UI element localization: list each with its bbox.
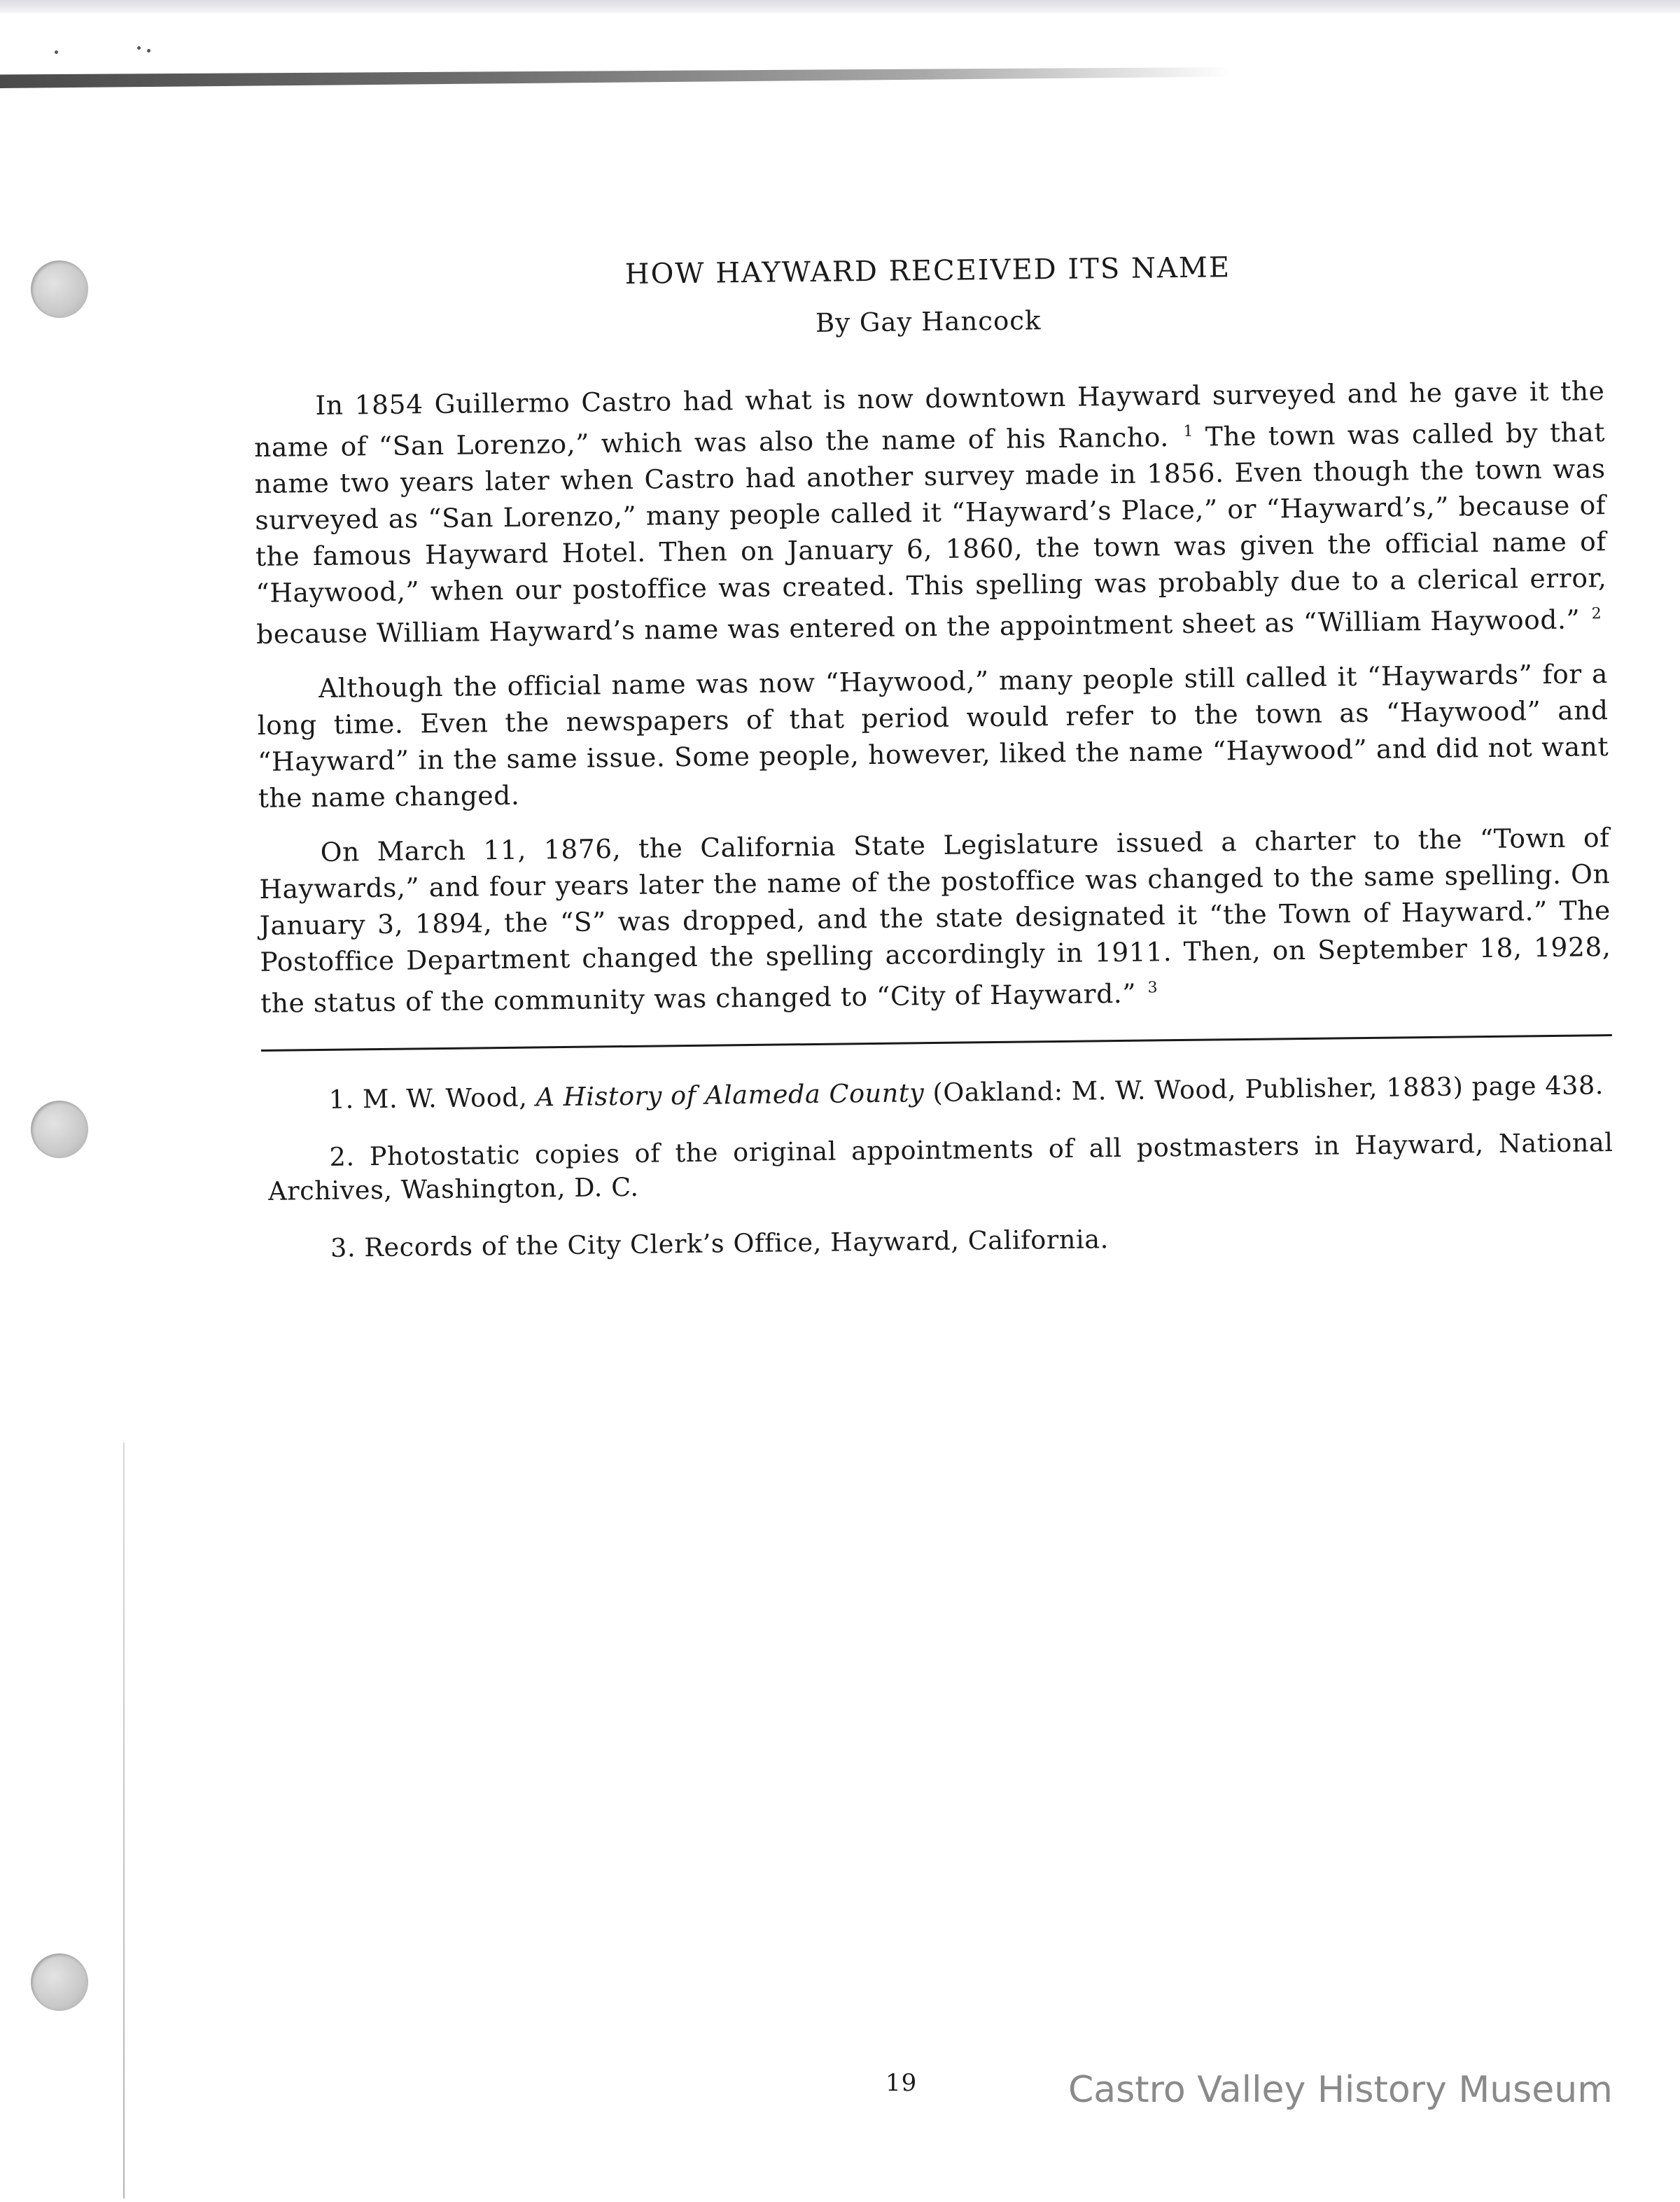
punch-hole-bottom — [31, 1953, 88, 2011]
paragraph-3 — [258, 819, 1611, 1022]
punch-hole-top — [31, 260, 88, 318]
footnote-divider — [261, 1034, 1612, 1052]
paragraph-3-text: On March 11, 1876, the California State Legislature issued a charter to the “Town of Haywards,” and four years later the name of the postoffice was changed to the same spelling. On January 3, 1894, the “S” was dropped, and the state designated it “the Town of Hayward.” The Postoffice Department changed the spelling accordingly in 1911. Then, on September 18, 1928, the status of the community was changed to “City of Hayward.” — [259, 822, 1611, 1019]
document-byline: By Gay Hancock — [815, 305, 1042, 338]
paragraph-2 — [257, 655, 1609, 816]
footnote-ref-3: 3 — [1147, 979, 1158, 997]
footnote-1-author: 1. M. W. Wood, — [328, 1082, 528, 1115]
paragraph-2-text: Although the official name was now “Haywood,” many people still called it “Haywards” for a long time. Even the newspapers of that period would refer to the town as “Haywood” and “Hayward” in the same issue. Some people, however, liked the name “Haywood” and did not want the name changed. — [257, 658, 1609, 814]
punch-hole-middle — [31, 1101, 88, 1158]
scan-left-edge — [123, 1442, 125, 2198]
document-title: HOW HAYWARD RECEIVED ITS NAME — [624, 251, 1231, 291]
document-body — [253, 372, 1611, 1022]
museum-watermark: Castro Valley History Museum — [1068, 2069, 1613, 2111]
footnote-ref-1: 1 — [1183, 422, 1194, 440]
footnote-2: 2. Photostatic copies of the original appointments of all postmasters in Hayward, National Archives, Washington, D. C. — [267, 1127, 1614, 1206]
scan-speck — [137, 46, 141, 50]
footnotes — [261, 1068, 1614, 1266]
page-number: 19 — [886, 2069, 918, 2097]
scan-speck — [55, 50, 58, 54]
scan-streak — [0, 67, 1232, 88]
scan-speck — [147, 49, 150, 53]
paragraph-1 — [253, 372, 1607, 653]
document-page — [252, 237, 1615, 1290]
footnote-1-publication: (Oakland: M. W. Wood, Publisher, 1883) page 438. — [932, 1070, 1604, 1108]
paragraph-1-text: In 1854 Guillermo Castro had what is now downtown Hayward surveyed and he gave it the name of “San Lorenzo,” which was also the name of his Rancho. — [253, 375, 1605, 463]
footnote-3: 3. Records of the City Clerk’s Office, Hayward, California. — [330, 1224, 1110, 1263]
footnote-1 — [267, 1068, 1612, 1117]
scan-top-edge — [0, 0, 1680, 13]
footnote-ref-2: 2 — [1591, 605, 1602, 623]
footnote-1-book-title: A History of Alameda County — [536, 1078, 925, 1113]
paragraph-1-text-continued: The town was called by that name two years later when Castro had another survey made in 1856. Even though the town was surveyed as “San Lorenzo,” many people called it “Hayward’s Place,” or “Hayward’s,” because of the famous Hayward Hotel. Then on January 6, 1860, the town was given the official name of “Haywood,” when our postoffice was created. This spelling was probably due to a clerical error, because William Hayward’s name was entered on the appointment sheet as “William Haywood.” — [254, 417, 1607, 650]
